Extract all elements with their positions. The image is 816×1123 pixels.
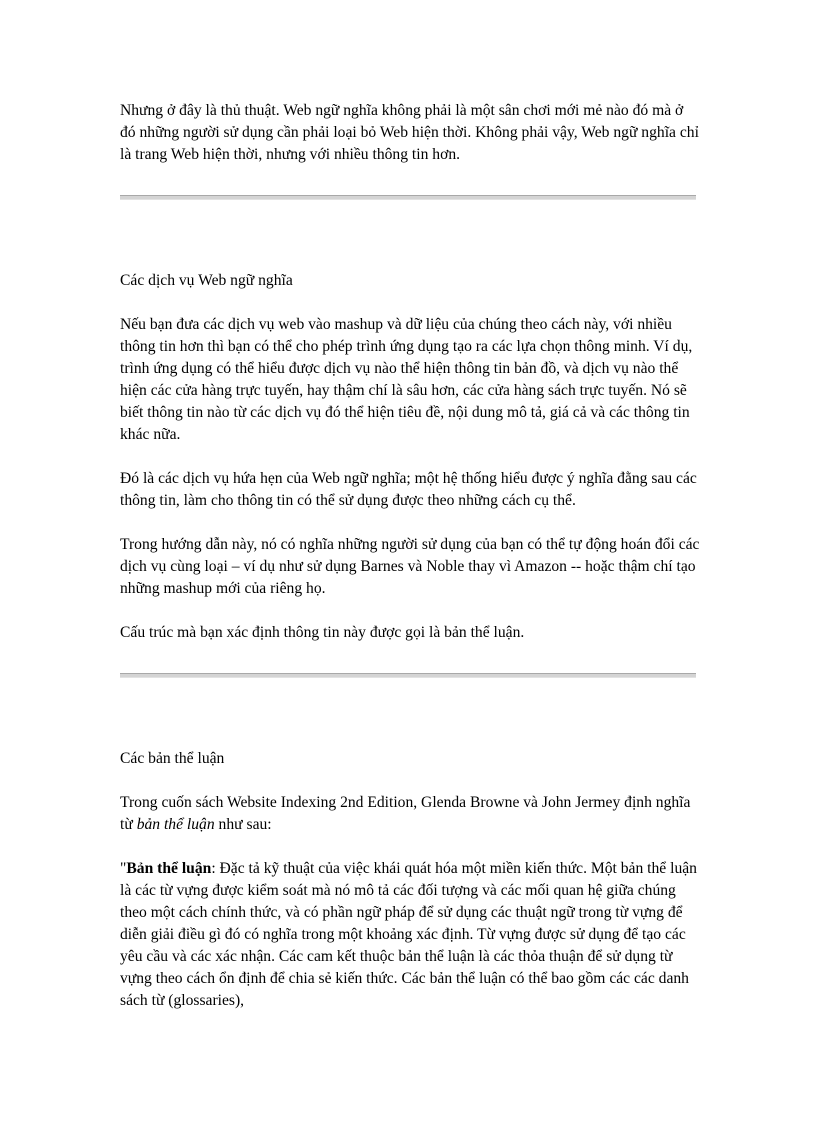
definition-body: : Đặc tả kỹ thuật của việc khái quát hóa một miền kiến thức. Một bản thể luận là các từ vựng được kiểm soát mà nó mô tả các đối tượng và các mối quan hệ giữa chúng theo một cách chính thức, và có phần ngữ pháp để sử dụng các thuật ngữ trong từ vựng để diễn giải điều gì đó có nghĩa trong một khoảng xác định. Từ vựng được sử dụng để tạo các yêu cầu và các xác nhận. Các cam kết thuộc bản thể luận là các thỏa thuận để sử dụng từ vựng theo cách ổn định để chia sẻ kiến thức. Các bản thể luận có thể bao gồm các các danh sách từ (glossaries), — [120, 860, 697, 1009]
ontology-intro-text: Trong cuốn sách Website Indexing 2nd Edition, Glenda Browne và John Jermey định nghĩa từ — [120, 794, 691, 833]
definition-term-bold: Bản thể luận — [126, 860, 212, 877]
paragraph-services-4: Cấu trúc mà bạn xác định thông tin này được gọi là bản thể luận. — [120, 624, 525, 641]
paragraph-services-3: Trong hướng dẫn này, nó có nghĩa những người sử dụng của bạn có thể tự động hoán đổi các dịch vụ cùng loại – ví dụ như sử dụng Barnes và Noble thay vì Amazon -- hoặc thậm chí tạo những mashup mới của riêng họ. — [120, 536, 700, 597]
paragraph-ontology-definition — [120, 858, 700, 1012]
ontology-term-italic: bản thể luận — [136, 816, 215, 833]
section-heading-semantic-web-services: Các dịch vụ Web ngữ nghĩa — [120, 272, 293, 289]
ontology-intro-tail: như sau: — [214, 816, 272, 833]
paragraph-services-1: Nếu bạn đưa các dịch vụ web vào mashup và dữ liệu của chúng theo cách này, với nhiều thông tin hơn thì bạn có thể cho phép trình ứng dụng tạo ra các lựa chọn thông minh. Ví dụ, trình ứng dụng có thể hiểu được dịch vụ nào thể hiện thông tin bản đồ, và dịch vụ nào thể hiện các cửa hàng trực tuyến, hay thậm chí là sâu hơn, các cửa hàng sách trực tuyến. Nó sẽ biết thông tin nào từ các dịch vụ đó thể hiện tiêu đề, nội dung mô tả, giá cả và các thông tin khác nữa. — [120, 316, 693, 443]
quote-mark: " — [120, 860, 127, 877]
paragraph-ontology-intro — [120, 792, 700, 836]
paragraph-services-2: Đó là các dịch vụ hứa hẹn của Web ngữ nghĩa; một hệ thống hiểu được ý nghĩa đằng sau các thông tin, làm cho thông tin có thể sử dụng được theo những cách cụ thể. — [120, 470, 697, 509]
section-heading-ontologies: Các bản thể luận — [120, 750, 225, 767]
document-page — [120, 100, 700, 1012]
intro-paragraph: Nhưng ở đây là thủ thuật. Web ngữ nghĩa không phải là một sân chơi mới mẻ nào đó mà ở đó những người sử dụng cần phải loại bỏ Web hiện thời. Không phải vậy, Web ngữ nghĩa chỉ là trang Web hiện thời, nhưng với nhiều thông tin hơn. — [120, 102, 699, 163]
